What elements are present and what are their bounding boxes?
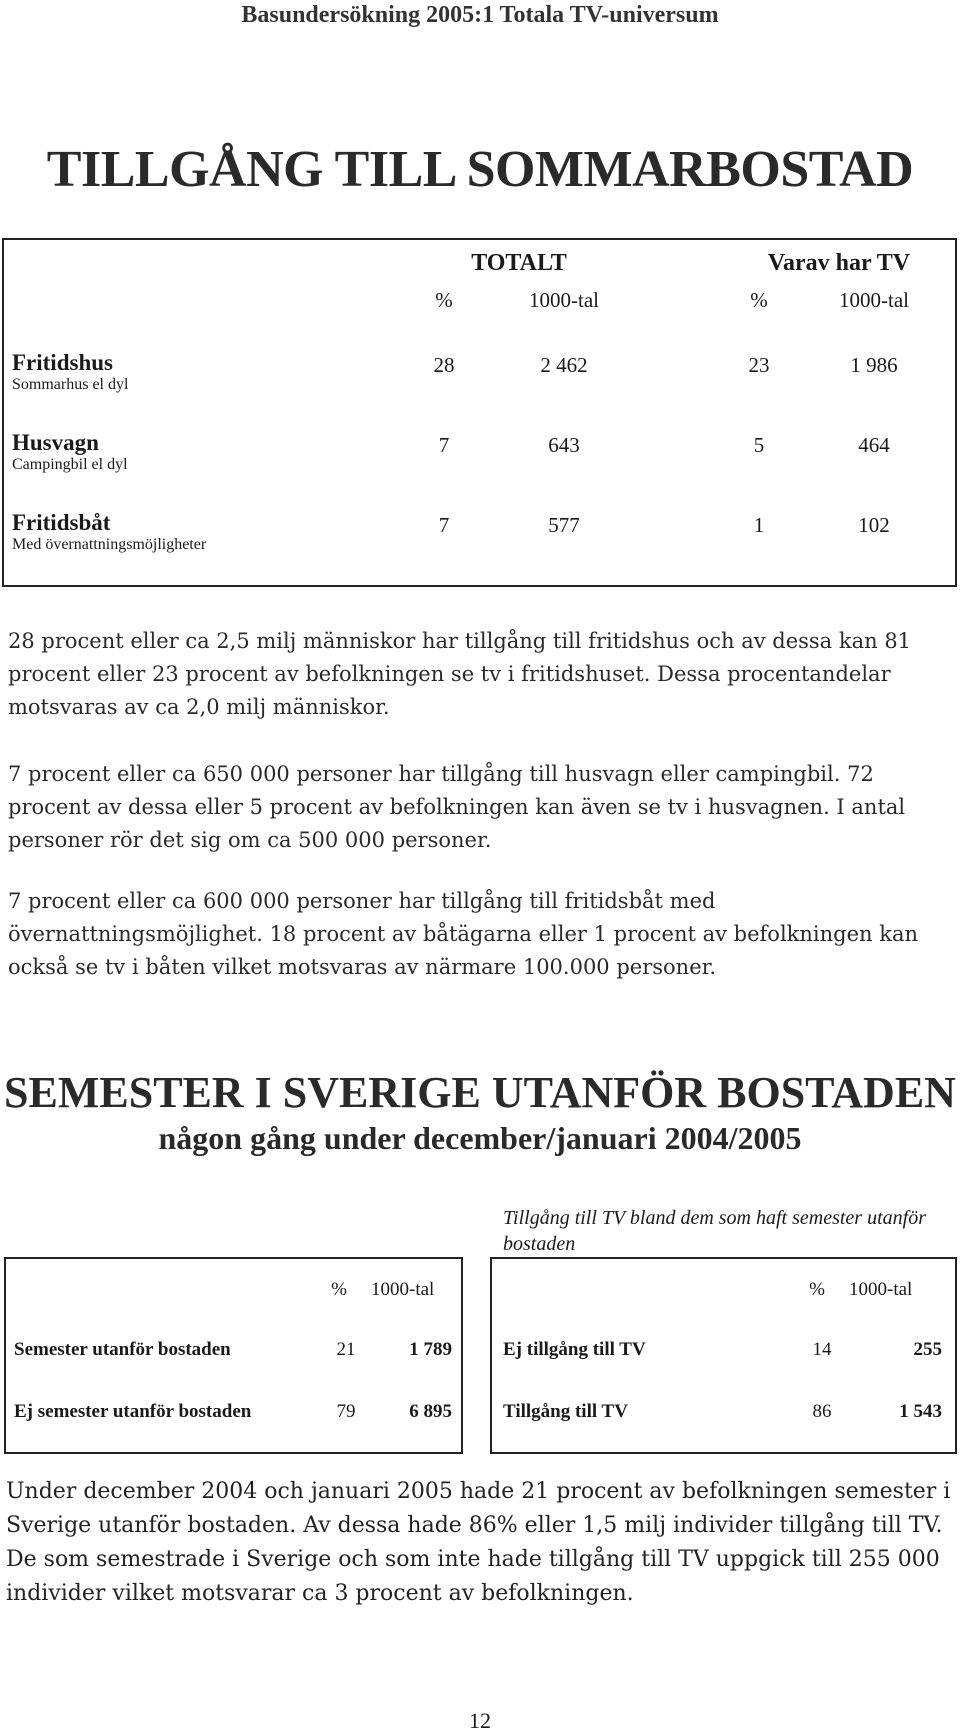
cell-1000tal: 2 462 xyxy=(540,353,588,377)
section-subtitle-semester: någon gång under december/januari 2004/2005 xyxy=(158,1120,802,1156)
section-title-sommarbostad: TILLGÅNG TILL SOMMARBOSTAD xyxy=(46,141,914,198)
page-number: 12 xyxy=(469,1708,491,1733)
section-title-semester: SEMESTER I SVERIGE UTANFÖR BOSTADEN xyxy=(4,1068,956,1117)
column-header-tv-1000tal: 1000-tal xyxy=(839,288,909,312)
row-label: Tillgång till TV xyxy=(503,1401,628,1422)
row-label: Semester utanför bostaden xyxy=(14,1339,231,1360)
cell-pct: 14 xyxy=(812,1339,832,1360)
cell-1000tal: 577 xyxy=(548,513,580,537)
semester-table xyxy=(4,1257,463,1454)
paragraph-fritidshus: 28 procent eller ca 2,5 milj människor har tillgång till fritidshus och av dessa kan 81 procent eller 23 procent av befolkningen se tv i fritidshuset. Dessa procentandelar motsvaras av ca 2,0 milj människor. xyxy=(8,629,912,719)
cell-pct: 86 xyxy=(812,1401,832,1422)
column-header-1000tal: 1000-tal xyxy=(371,1279,435,1300)
row-sublabel: Campingbil el dyl xyxy=(12,456,128,473)
cell-tv-1000tal: 102 xyxy=(858,513,890,537)
table-row xyxy=(12,350,128,394)
paragraph-semester: Under december 2004 och januari 2005 hade 21 procent av befolkningen semester i Sverige utanför bostaden. Av dessa hade 86% eller 1,5 milj individer tillgång till TV. De som semestrade i Sverige och som inte hade tillgång till TV uppgick till 255 000 individer vilket motsvarar ca 3 procent av befolkningen. xyxy=(6,1479,951,1606)
cell-1000tal: 643 xyxy=(548,433,580,457)
cell-1000tal: 1 543 xyxy=(899,1401,942,1422)
row-sublabel: Sommarhus el dyl xyxy=(12,376,129,393)
table-row xyxy=(12,510,206,554)
cell-1000tal: 255 xyxy=(913,1339,942,1360)
cell-tv-1000tal: 464 xyxy=(858,433,890,457)
column-header-1000tal: 1000-tal xyxy=(849,1279,913,1300)
cell-tv-1000tal: 1 986 xyxy=(850,353,898,377)
tv-access-note: Tillgång till TV bland dem som haft semester utanför bostaden xyxy=(503,1207,926,1255)
cell-1000tal: 6 895 xyxy=(409,1401,452,1422)
cell-pct: 79 xyxy=(336,1401,356,1422)
table-row xyxy=(12,430,128,474)
column-header-pct: % xyxy=(331,1279,347,1300)
row-sublabel: Med övernattningsmöjligheter xyxy=(12,536,207,553)
cell-tv-pct: 23 xyxy=(748,353,770,377)
sommarbostad-table xyxy=(2,238,957,587)
paragraph-husvagn: 7 procent eller ca 650 000 personer har tillgång till husvagn eller campingbil. 72 procent av dessa eller 5 procent av befolkningen kan även se tv i husvagnen. I antal personer rör det sig om ca 500 000 personer. xyxy=(8,762,906,852)
cell-tv-pct: 1 xyxy=(753,513,765,537)
row-label: Fritidsbåt xyxy=(12,510,111,535)
column-header-pct: % xyxy=(809,1279,825,1300)
cell-pct: 28 xyxy=(433,353,455,377)
row-label: Husvagn xyxy=(12,430,99,455)
paragraph-fritidsbat: 7 procent eller ca 600 000 personer har tillgång till fritidsbåt med övernattningsmöjlighet. 18 procent av båtägarna eller 1 procent av befolkningen kan också se tv i båten vilket motsvaras av närmare 100.000 personer. xyxy=(8,889,919,979)
document-header: Basundersökning 2005:1 Totala TV-universum xyxy=(241,2,719,28)
cell-pct: 21 xyxy=(336,1339,356,1360)
cell-1000tal: 1 789 xyxy=(409,1339,452,1360)
cell-pct: 7 xyxy=(438,433,450,457)
cell-tv-pct: 5 xyxy=(753,433,765,457)
column-header-pct: % xyxy=(435,288,453,312)
group-header-varav-tv: Varav har TV xyxy=(767,250,911,276)
tv-access-table xyxy=(490,1257,957,1454)
row-label: Fritidshus xyxy=(12,350,113,375)
column-header-tv-pct: % xyxy=(750,288,768,312)
row-label: Ej semester utanför bostaden xyxy=(14,1401,252,1422)
column-header-1000tal: 1000-tal xyxy=(529,288,599,312)
cell-pct: 7 xyxy=(438,513,450,537)
group-header-totalt: TOTALT xyxy=(471,250,567,276)
row-label: Ej tillgång till TV xyxy=(503,1339,646,1360)
